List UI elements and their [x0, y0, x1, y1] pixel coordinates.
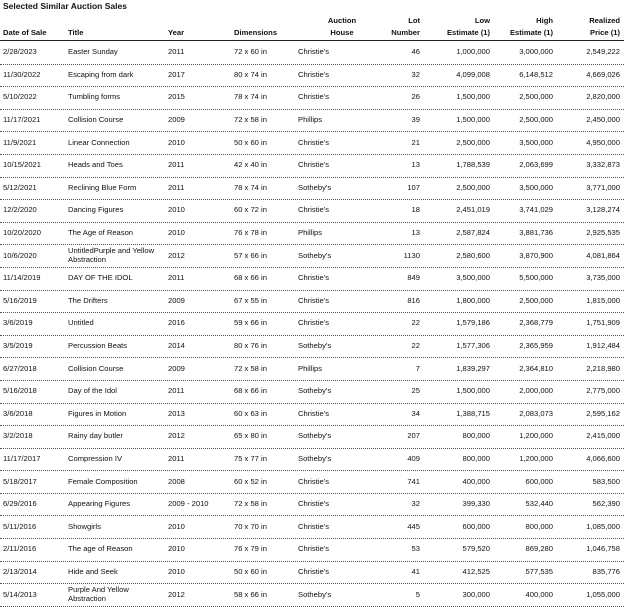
table-row	[0, 584, 624, 607]
cell-high-estimate: 2,500,000	[519, 295, 553, 305]
cell-high-estimate: 6,148,512	[519, 69, 553, 79]
cell-high-estimate: 2,364,810	[519, 363, 553, 373]
cell-high-estimate: 1,200,000	[519, 453, 553, 463]
cell-dimensions: 80 x 74 in	[234, 69, 267, 79]
cell-realized-price: 3,128,274	[586, 205, 620, 215]
cell-auction-house: Christie's	[298, 69, 329, 79]
cell-low-estimate: 600,000	[462, 521, 490, 531]
cell-lot-number: 409	[407, 453, 420, 463]
cell-date: 5/16/2019	[3, 295, 37, 305]
cell-high-estimate: 400,000	[525, 589, 553, 599]
cell-date: 12/2/2020	[3, 205, 37, 215]
cell-date: 6/27/2018	[3, 363, 37, 373]
cell-dimensions: 80 x 76 in	[234, 341, 267, 351]
cell-realized-price: 835,776	[592, 566, 620, 576]
cell-lot-number: 207	[407, 431, 420, 441]
table-row	[0, 539, 624, 562]
cell-date: 11/9/2021	[3, 137, 37, 147]
cell-lot-number: 41	[411, 566, 420, 576]
cell-title: Reclining Blue Form	[68, 182, 137, 192]
cell-realized-price: 1,815,000	[586, 295, 620, 305]
cell-dimensions: 68 x 66 in	[234, 273, 267, 283]
cell-high-estimate: 800,000	[525, 521, 553, 531]
cell-title: UntitledPurple and Yellow Abstraction	[68, 246, 155, 264]
cell-lot-number: 32	[411, 499, 420, 509]
cell-title: Showgirls	[68, 521, 101, 531]
cell-low-estimate: 800,000	[462, 431, 490, 441]
table-row	[0, 381, 624, 404]
cell-lot-number: 34	[411, 408, 420, 418]
cell-auction-house: Sotheby's	[298, 182, 332, 192]
cell-title: Rainy day butler	[68, 431, 123, 441]
cell-realized-price: 2,218,980	[586, 363, 620, 373]
cell-auction-house: Christie's	[298, 544, 329, 554]
cell-year: 2010	[168, 566, 185, 576]
cell-high-estimate: 2,000,000	[519, 386, 553, 396]
cell-auction-house: Christie's	[298, 47, 329, 57]
cell-title: Collision Course	[68, 115, 124, 125]
cell-year: 2012	[168, 589, 185, 599]
cell-auction-house: Sotheby's	[298, 431, 332, 441]
cell-year: 2011	[168, 273, 185, 283]
header-low-line1: Low	[474, 16, 490, 25]
cell-realized-price: 4,066,600	[586, 453, 620, 463]
header-lot-line1: Lot	[408, 16, 420, 25]
cell-high-estimate: 2,368,779	[519, 318, 553, 328]
cell-lot-number: 7	[415, 363, 420, 373]
cell-realized-price: 1,751,909	[586, 318, 620, 328]
cell-lot-number: 39	[411, 115, 420, 125]
cell-dimensions: 50 x 60 in	[234, 137, 267, 147]
cell-title: Heads and Toes	[68, 160, 123, 170]
cell-auction-house: Sotheby's	[298, 250, 332, 260]
cell-low-estimate: 2,500,000	[456, 137, 490, 147]
cell-date: 10/15/2021	[3, 160, 42, 170]
cell-high-estimate: 577,535	[525, 566, 553, 576]
cell-dimensions: 75 x 77 in	[234, 453, 267, 463]
cell-high-estimate: 3,881,736	[519, 228, 553, 238]
cell-title: The Age of Reason	[68, 228, 134, 238]
table-row	[0, 358, 624, 381]
cell-lot-number: 21	[411, 137, 420, 147]
header-low-line2: Estimate (1)	[446, 28, 490, 37]
header-price-line1: Realized	[589, 16, 620, 25]
table-row	[0, 42, 624, 65]
cell-year: 2009	[168, 295, 185, 305]
cell-auction-house: Sotheby's	[298, 453, 332, 463]
cell-auction-house: Christie's	[298, 205, 329, 215]
header-dimensions: Dimensions	[234, 28, 278, 37]
cell-high-estimate: 2,365,959	[519, 341, 553, 351]
cell-realized-price: 2,820,000	[586, 92, 620, 102]
cell-date: 5/18/2017	[3, 476, 37, 486]
cell-auction-house: Christie's	[298, 476, 329, 486]
cell-date: 11/17/2017	[3, 453, 41, 463]
cell-high-estimate: 869,280	[525, 544, 553, 554]
cell-title: The age of Reason	[68, 544, 133, 554]
cell-low-estimate: 1,388,715	[456, 408, 490, 418]
cell-low-estimate: 579,520	[462, 544, 490, 554]
cell-date: 3/6/2018	[3, 408, 33, 418]
cell-date: 5/10/2022	[3, 92, 37, 102]
cell-dimensions: 78 x 74 in	[234, 92, 267, 102]
cell-low-estimate: 2,451,019	[456, 205, 490, 215]
cell-date: 3/6/2019	[3, 318, 33, 328]
cell-dimensions: 72 x 60 in	[234, 47, 267, 57]
cell-realized-price: 2,775,000	[586, 386, 620, 396]
table-header	[0, 15, 624, 39]
cell-date: 5/12/2021	[3, 182, 37, 192]
cell-high-estimate: 2,500,000	[519, 92, 553, 102]
cell-year: 2016	[168, 318, 185, 328]
table-row	[0, 178, 624, 201]
cell-title: Day of the Idol	[68, 386, 117, 396]
cell-year: 2011	[168, 453, 185, 463]
cell-low-estimate: 4,099,008	[456, 69, 490, 79]
header-date: Date of Sale	[3, 28, 47, 37]
cell-year: 2010	[168, 544, 185, 554]
cell-title: Untitled	[68, 318, 94, 328]
cell-low-estimate: 2,587,824	[456, 228, 490, 238]
header-price-line2: Price (1)	[590, 28, 620, 37]
cell-dimensions: 78 x 74 in	[234, 182, 267, 192]
cell-low-estimate: 2,500,000	[456, 182, 490, 192]
cell-dimensions: 42 x 40 in	[234, 160, 267, 170]
cell-low-estimate: 1,579,186	[456, 318, 490, 328]
cell-lot-number: 741	[407, 476, 420, 486]
cell-low-estimate: 2,580,600	[456, 250, 490, 260]
cell-auction-house: Christie's	[298, 160, 329, 170]
cell-year: 2008	[168, 476, 185, 486]
cell-lot-number: 816	[407, 295, 420, 305]
cell-title: Compression IV	[68, 453, 123, 463]
cell-high-estimate: 3,500,000	[519, 182, 553, 192]
cell-date: 11/14/2019	[3, 273, 41, 283]
cell-realized-price: 3,735,000	[586, 273, 620, 283]
cell-year: 2012	[168, 431, 185, 441]
cell-date: 11/17/2021	[3, 115, 41, 125]
cell-realized-price: 562,390	[592, 499, 620, 509]
table-row	[0, 404, 624, 427]
table-row	[0, 449, 624, 472]
cell-auction-house: Sotheby's	[298, 386, 332, 396]
table-row	[0, 268, 624, 291]
cell-lot-number: 107	[407, 182, 420, 192]
table-row	[0, 200, 624, 223]
cell-high-estimate: 3,870,900	[519, 250, 553, 260]
cell-low-estimate: 1,500,000	[456, 386, 490, 396]
cell-low-estimate: 3,500,000	[456, 273, 490, 283]
sales-table-body	[0, 42, 624, 607]
table-row	[0, 132, 624, 155]
cell-low-estimate: 1,839,297	[456, 363, 490, 373]
cell-auction-house: Sotheby's	[298, 341, 332, 351]
cell-lot-number: 25	[411, 386, 420, 396]
cell-auction-house: Phillips	[298, 115, 323, 125]
table-row	[0, 313, 624, 336]
table-row	[0, 494, 624, 517]
cell-year: 2012	[168, 250, 185, 260]
header-high-line2: Estimate (1)	[509, 28, 553, 37]
cell-high-estimate: 3,741,029	[519, 205, 553, 215]
cell-dimensions: 59 x 66 in	[234, 318, 267, 328]
cell-realized-price: 1,046,758	[586, 544, 620, 554]
cell-auction-house: Christie's	[298, 295, 329, 305]
cell-title: Collision Course	[68, 363, 124, 373]
cell-high-estimate: 3,000,000	[519, 47, 553, 57]
cell-low-estimate: 400,000	[462, 476, 490, 486]
cell-year: 2009	[168, 115, 185, 125]
header-high-line1: High	[536, 16, 553, 25]
cell-year: 2011	[168, 386, 185, 396]
cell-dimensions: 68 x 66 in	[234, 386, 267, 396]
cell-realized-price: 4,950,000	[586, 137, 620, 147]
cell-realized-price: 2,595,162	[586, 408, 620, 418]
cell-date: 2/28/2023	[3, 47, 37, 57]
cell-high-estimate: 5,500,000	[519, 273, 553, 283]
cell-year: 2010	[168, 521, 185, 531]
cell-dimensions: 76 x 79 in	[234, 544, 267, 554]
cell-low-estimate: 1,800,000	[456, 295, 490, 305]
table-row	[0, 291, 624, 314]
cell-date: 5/14/2013	[3, 589, 37, 599]
cell-realized-price: 1,085,000	[586, 521, 620, 531]
table-row	[0, 426, 624, 449]
cell-low-estimate: 1,577,306	[456, 341, 490, 351]
cell-high-estimate: 1,200,000	[519, 431, 553, 441]
cell-date: 6/29/2016	[3, 499, 37, 509]
cell-title: Hide and Seek	[68, 566, 118, 576]
cell-realized-price: 2,415,000	[586, 431, 620, 441]
cell-realized-price: 3,332,873	[586, 160, 620, 170]
table-row	[0, 87, 624, 110]
table-row	[0, 336, 624, 359]
cell-lot-number: 53	[411, 544, 420, 554]
cell-auction-house: Christie's	[298, 318, 329, 328]
cell-lot-number: 13	[411, 228, 420, 238]
cell-high-estimate: 2,500,000	[519, 115, 553, 125]
cell-date: 2/13/2014	[3, 566, 37, 576]
cell-auction-house: Christie's	[298, 521, 329, 531]
cell-year: 2014	[168, 341, 185, 351]
cell-date: 10/6/2020	[3, 250, 37, 260]
cell-title: The Drifters	[68, 295, 108, 305]
cell-dimensions: 60 x 72 in	[234, 205, 267, 215]
cell-title: DAY OF THE IDOL	[68, 273, 133, 283]
cell-date: 5/11/2016	[3, 521, 37, 531]
cell-title: Easter Sunday	[68, 47, 118, 57]
cell-dimensions: 50 x 60 in	[234, 566, 267, 576]
cell-date: 2/11/2016	[3, 544, 37, 554]
cell-title: Escaping from dark	[68, 69, 134, 79]
cell-title: Appearing Figures	[68, 499, 131, 509]
cell-year: 2010	[168, 137, 185, 147]
cell-year: 2010	[168, 205, 185, 215]
cell-title: Linear Connection	[68, 137, 130, 147]
cell-date: 3/5/2019	[3, 341, 33, 351]
cell-year: 2015	[168, 92, 185, 102]
cell-lot-number: 26	[411, 92, 420, 102]
cell-realized-price: 4,081,864	[586, 250, 620, 260]
cell-low-estimate: 300,000	[462, 589, 490, 599]
cell-lot-number: 5	[415, 589, 420, 599]
table-row	[0, 516, 624, 539]
cell-auction-house: Phillips	[298, 363, 323, 373]
cell-date: 11/30/2022	[3, 69, 41, 79]
cell-dimensions: 65 x 80 in	[234, 431, 267, 441]
header-title: Title	[68, 28, 84, 37]
header-year: Year	[168, 28, 185, 37]
cell-lot-number: 1130	[403, 250, 420, 260]
table-row	[0, 562, 624, 585]
cell-dimensions: 72 x 58 in	[234, 363, 267, 373]
cell-low-estimate: 1,500,000	[456, 92, 490, 102]
cell-lot-number: 18	[411, 205, 420, 215]
cell-year: 2009 - 2010	[168, 499, 209, 509]
cell-auction-house: Phillips	[298, 228, 323, 238]
cell-high-estimate: 600,000	[525, 476, 553, 486]
table-title: Selected Similar Auction Sales	[3, 1, 127, 11]
cell-dimensions: 72 x 58 in	[234, 499, 267, 509]
cell-realized-price: 1,055,000	[586, 589, 620, 599]
cell-year: 2011	[168, 47, 185, 57]
cell-lot-number: 46	[411, 47, 420, 57]
cell-high-estimate: 3,500,000	[519, 137, 553, 147]
cell-lot-number: 849	[407, 273, 420, 283]
cell-dimensions: 70 x 70 in	[234, 521, 267, 531]
cell-year: 2010	[168, 228, 185, 238]
cell-title: Dancing Figures	[68, 205, 124, 215]
cell-realized-price: 2,549,222	[586, 47, 620, 57]
cell-lot-number: 22	[411, 341, 420, 351]
cell-low-estimate: 1,788,539	[456, 160, 490, 170]
cell-year: 2011	[168, 160, 185, 170]
table-row	[0, 65, 624, 88]
cell-low-estimate: 412,525	[462, 566, 490, 576]
cell-dimensions: 60 x 63 in	[234, 408, 267, 418]
cell-realized-price: 2,450,000	[586, 115, 620, 125]
table-row	[0, 471, 624, 494]
cell-dimensions: 67 x 55 in	[234, 295, 267, 305]
cell-low-estimate: 1,000,000	[456, 47, 490, 57]
cell-high-estimate: 2,083,073	[519, 408, 553, 418]
cell-dimensions: 76 x 78 in	[234, 228, 267, 238]
cell-title: Percussion Beats	[68, 341, 128, 351]
cell-year: 2009	[168, 363, 185, 373]
cell-low-estimate: 1,500,000	[456, 115, 490, 125]
cell-title: Purple And Yellow Abstraction	[68, 585, 129, 603]
header-divider	[0, 40, 624, 41]
table-row	[0, 110, 624, 133]
cell-low-estimate: 399,330	[462, 499, 490, 509]
cell-year: 2011	[168, 182, 185, 192]
cell-lot-number: 22	[411, 318, 420, 328]
cell-realized-price: 583,500	[592, 476, 620, 486]
cell-realized-price: 3,771,000	[586, 182, 620, 192]
cell-auction-house: Sotheby's	[298, 589, 332, 599]
cell-title: Figures in Motion	[68, 408, 127, 418]
cell-auction-house: Christie's	[298, 273, 329, 283]
cell-realized-price: 1,912,484	[586, 341, 620, 351]
header-house-line1: Auction	[327, 16, 357, 25]
cell-realized-price: 4,669,026	[586, 69, 620, 79]
table-row	[0, 223, 624, 246]
header-lot-line2: Number	[391, 28, 420, 37]
cell-dimensions: 58 x 66 in	[234, 589, 267, 599]
cell-high-estimate: 2,063,699	[519, 160, 553, 170]
header-house-line2: House	[330, 28, 354, 37]
cell-realized-price: 2,925,535	[586, 228, 620, 238]
cell-date: 5/16/2018	[3, 386, 37, 396]
cell-auction-house: Christie's	[298, 499, 329, 509]
cell-date: 3/2/2018	[3, 431, 33, 441]
cell-dimensions: 60 x 52 in	[234, 476, 267, 486]
cell-auction-house: Christie's	[298, 408, 329, 418]
cell-low-estimate: 800,000	[462, 453, 490, 463]
cell-auction-house: Christie's	[298, 137, 329, 147]
cell-year: 2017	[168, 69, 185, 79]
cell-date: 10/20/2020	[3, 228, 42, 238]
cell-lot-number: 13	[411, 160, 420, 170]
cell-dimensions: 72 x 58 in	[234, 115, 267, 125]
cell-year: 2013	[168, 408, 185, 418]
table-row	[0, 245, 624, 268]
cell-title: Tumbling forms	[68, 92, 121, 102]
cell-lot-number: 32	[411, 69, 420, 79]
cell-auction-house: Christie's	[298, 566, 329, 576]
cell-auction-house: Christie's	[298, 92, 329, 102]
cell-dimensions: 57 x 66 in	[234, 250, 267, 260]
cell-lot-number: 445	[407, 521, 420, 531]
cell-title: Female Composition	[68, 476, 138, 486]
table-row	[0, 155, 624, 178]
cell-high-estimate: 532,440	[525, 499, 553, 509]
